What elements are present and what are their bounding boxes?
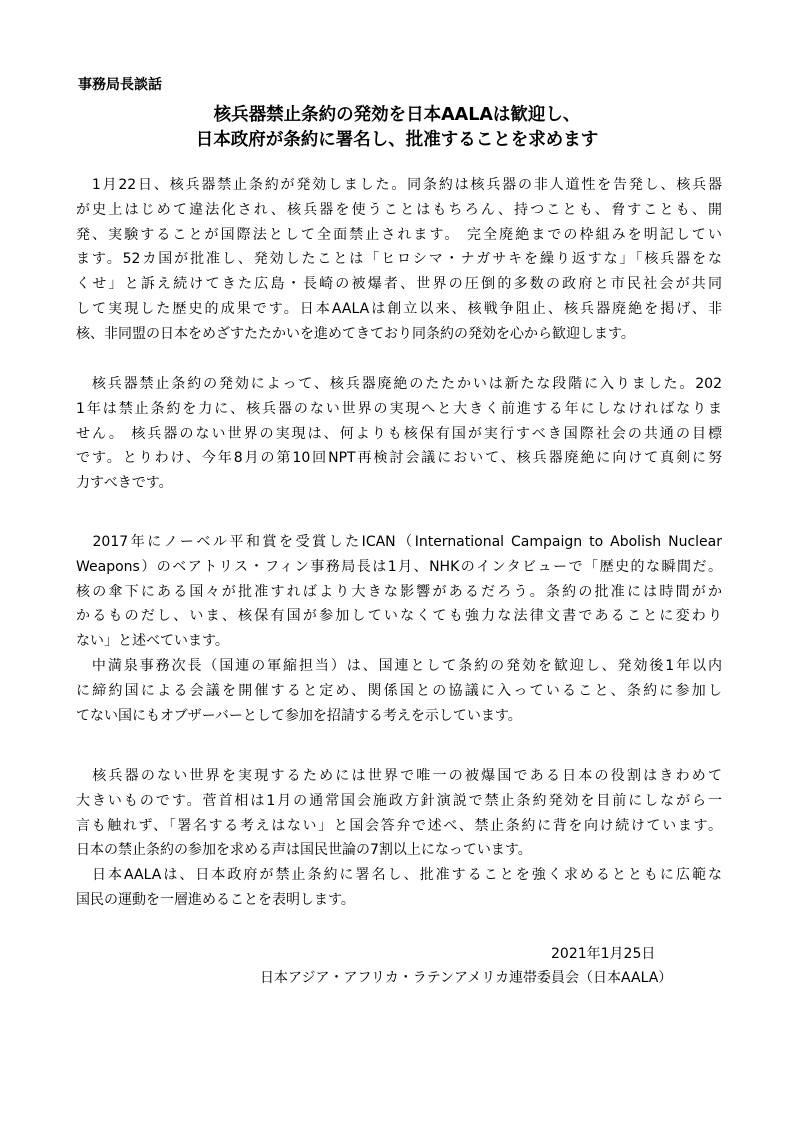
- title-line-1: 核兵器禁止条約の発効を日本AALAは歓迎し、: [213, 105, 581, 125]
- text-line: 言も触れず、「署名する考えはない」と国会答弁で述べ、禁止条約に背を向け続けています。: [76, 817, 722, 834]
- paragraph-4: [76, 764, 722, 913]
- text-line: 力すべきです。: [76, 475, 173, 492]
- text-line: して実現した歴史的成果です。日本AALAは創立以来、核戦争阻止、核兵器廃絶を掲げ、非: [76, 300, 722, 317]
- text-line: 2017年にノーベル平和賞を受賞したICAN（International Campaign to Abolish Nuclear: [76, 534, 722, 550]
- text-line: 1月22日、核兵器禁止条約が発効しました。同条約は核兵器の非人道性を告発し、核兵器: [76, 177, 722, 193]
- organization-signature: 日本アジア・アフリカ・ラテンアメリカ連帯委員会（日本AALA）: [260, 970, 673, 986]
- date: 2021年1月25日: [551, 946, 656, 962]
- text-line: ない」と述べています。: [76, 633, 229, 650]
- title-line-2: 日本政府が条約に署名し、批准することを求めます: [195, 130, 599, 150]
- text-line: 大きいものです。菅首相は1月の通常国会施政方針演説で禁止条約発効を目前にしながら一: [76, 792, 722, 809]
- text-line: 核の傘下にある国々が批准すればより大きな影響があるだろう。条約の批准には時間がか: [76, 583, 722, 600]
- text-line: 日本の禁止条約の参加を求める声は国民世論の7割以上になっています。: [76, 842, 532, 859]
- text-line: ます。52カ国が批准し、発効したことは「ヒロシマ・ナガサキを繰り返すな」「核兵器をな: [76, 251, 722, 268]
- text-line: 日本AALAは、日本政府が禁止条約に署名し、批准することを強く求めるとともに広範な: [76, 867, 722, 884]
- text-line: かるものだし、いま、核保有国が参加していなくても強力な法律文書であることに変わり: [76, 608, 722, 625]
- text-line: に締約国による会議を開催すると定め、関係国との協議に入っていること、条約に参加し: [76, 682, 722, 699]
- paragraph-3: [76, 530, 722, 728]
- paragraph-1: [76, 173, 722, 347]
- text-line: てない国にもオブザーバーとして参加を招請する考えを示しています。: [76, 707, 522, 724]
- text-line: 発、実験することが国際法として全面禁止されます。 完全廃絶までの枠組みを明記してい: [76, 226, 722, 243]
- text-line: くせ」と訴え続けてきた広島・長崎の被爆者、世界の圧倒的多数の政府と市民社会が共同: [76, 276, 722, 293]
- text-line: です。とりわけ、今年8月の第10回NPT再検討会議において、核兵器廃絶に向けて真剣に努: [76, 450, 722, 467]
- heading: 事務局長談話: [78, 77, 162, 93]
- text-line: 核兵器禁止条約の発効によって、核兵器廃絶のたたかいは新たな段階に入りました。202: [76, 376, 722, 392]
- text-line: 国民の運動を一層進めることを表明します。: [76, 891, 355, 908]
- paragraph-2: [76, 372, 722, 496]
- text-line: せん。 核兵器のない世界の実現は、何よりも核保有国が実行すべき国際社会の共通の目標: [76, 425, 722, 442]
- text-line: 核、非同盟の日本をめざすたたかいを進めてきており同条約の発効を心から歓迎します。: [76, 325, 635, 342]
- text-line: が史上はじめて違法化され、核兵器を使うことはもちろん、持つことも、脅すことも、開: [76, 201, 722, 218]
- text-line: 1年は禁止条約を力に、核兵器のない世界の実現へと大きく前進する年にしなければなりま: [76, 400, 722, 417]
- text-line: 核兵器のない世界を実現するためには世界で唯一の被爆国である日本の役割はきわめて: [76, 768, 722, 784]
- text-line: Weapons）のベアトリス・フィン事務局長は1月、NHKのインタビューで「歴史的な瞬間だ。: [76, 558, 722, 575]
- text-line: 中満泉事務次長（国連の軍縮担当）は、国連として条約の発効を歓迎し、発効後1年以内: [76, 657, 722, 674]
